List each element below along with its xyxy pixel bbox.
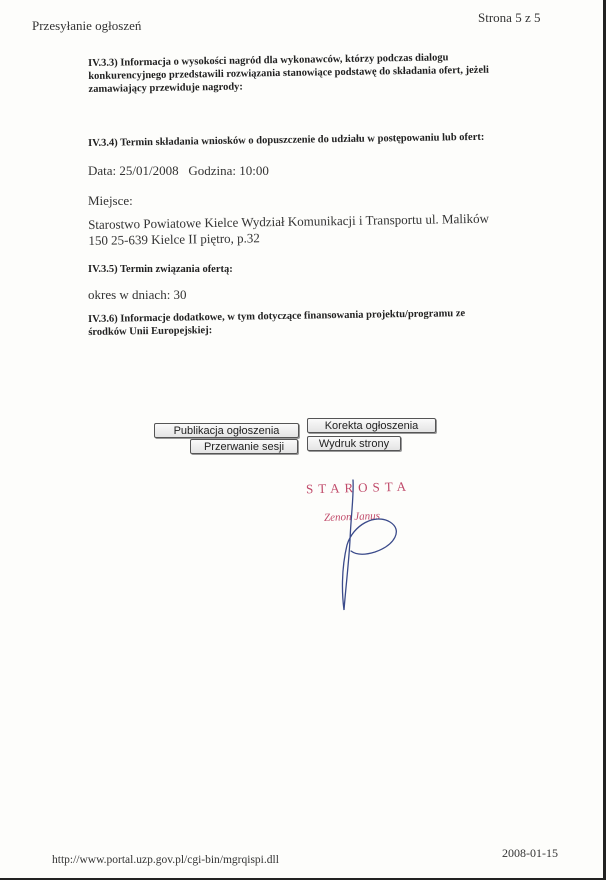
header-title: Przesyłanie ogłoszeń: [32, 18, 142, 33]
heading-line: zamawiający przewiduje nagrody:: [88, 81, 243, 95]
stamp-title: STAROSTA: [305, 478, 412, 497]
binding-period: okres w dniach: 30: [88, 287, 187, 302]
place-label: Miejsce:: [88, 193, 133, 208]
section-iv-3-6-heading: [88, 307, 465, 339]
stamp-name: Zenon Janus: [323, 510, 381, 524]
place-address: [88, 211, 489, 249]
signature-mark: [320, 475, 410, 620]
heading-line: środków Unii Europejskiej:: [88, 325, 213, 338]
print-page-button[interactable]: Wydruk strony: [307, 436, 401, 451]
address-line: 150 25-639 Kielce II piętro, p.32: [88, 230, 260, 248]
correct-button[interactable]: Korekta ogłoszenia: [307, 418, 436, 433]
section-iv-3-5-heading: IV.3.5) Termin związania ofertą:: [88, 264, 233, 275]
publish-button[interactable]: Publikacja ogłoszenia: [154, 423, 299, 438]
page-number: Strona 5 z 5: [478, 10, 541, 25]
footer-date: 2008-01-15: [502, 846, 558, 860]
heading-line: IV.3.3) Informacja o wysokości nagród dla wykonawców, którzy podczas dialogu: [88, 52, 449, 69]
section-iv-3-3-heading: [88, 51, 489, 96]
heading-line: konkurencyjnego przedstawili rozwiązania stanowiące podstawę do składania ofert, jeżeli: [88, 64, 489, 82]
section-iv-3-4-heading: IV.3.4) Termin składania wniosków o dopuszczenie do udziału w postępowaniu lub ofert:: [88, 131, 485, 149]
address-line: Starostwo Powiatowe Kielce Wydział Komunikacji i Transportu ul. Malików: [88, 210, 490, 232]
interrupt-session-button[interactable]: Przerwanie sesji: [190, 439, 298, 454]
deadline-date: Data: 25/01/2008 Godzina: 10:00: [88, 163, 269, 178]
footer-url: http://www.portal.uzp.gov.pl/cgi-bin/mgrqispi.dll: [52, 854, 279, 866]
heading-line: IV.3.6) Informacje dodatkowe, w tym dotyczące finansowania projektu/programu ze: [88, 308, 466, 325]
